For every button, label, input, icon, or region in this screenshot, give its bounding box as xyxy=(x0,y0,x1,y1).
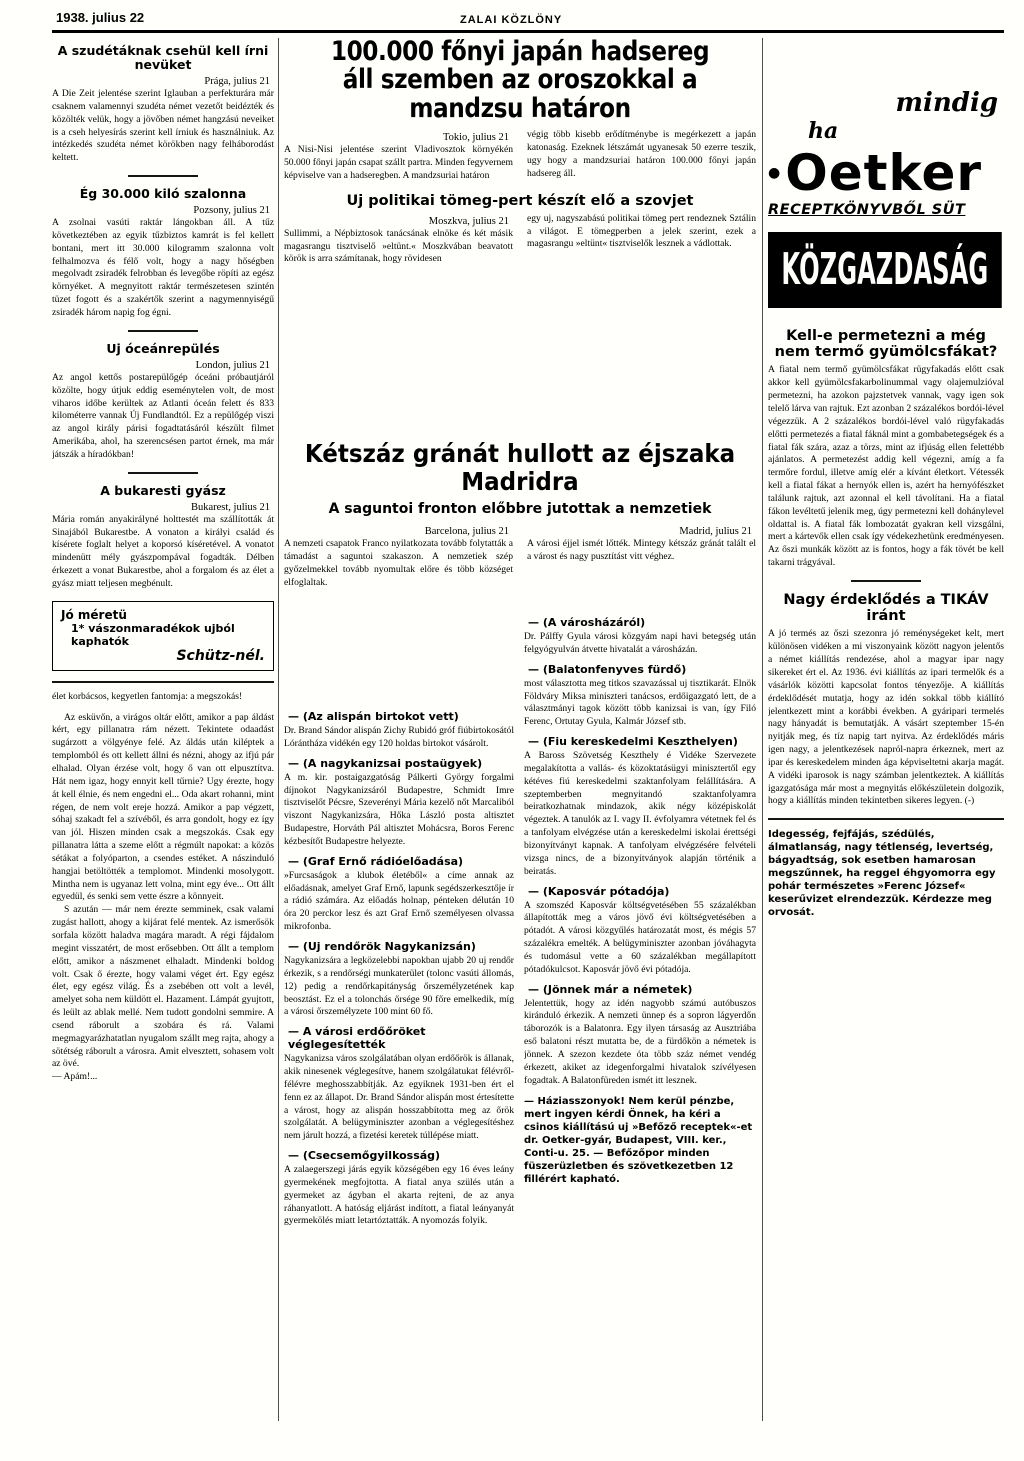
item-title: — (A nagykanizsai postaügyek) xyxy=(288,756,483,770)
column-2-local-news xyxy=(284,704,514,1424)
sovjet-body-left: Sullimmi, a Népbiztosok tanácsának elnöke és két másik magasrangu tisztviselő »eltünt.« Moszkvában beavatott körök is arra számítanak, hogy rövidesen xyxy=(284,227,513,265)
separator xyxy=(128,175,198,177)
column-rule xyxy=(762,38,763,1421)
dateline: Prága, julius 21 xyxy=(204,76,270,87)
separator xyxy=(52,681,274,683)
item-body: Nagykanizsa város szolgálatában olyan erdőőrök is állanak, akik ninesenek véglegesítve, hanem szolgálatukat félévről-félévre meghosszabbítják. Az egyiknek 1931-ben ért el fenn ez az állapot. Dr. Brand Sándor alispán most értesítette a várost, hogy az alispán hosszabbította meg az őrök szolgálatát. A belügyminiszter azonban a véglegesítéshez nem járult hozzá, a fizetési keretek túllépése miatt. xyxy=(284,1053,514,1142)
oetker-tagline: RECEPTKÖNYVBŐL SÜT xyxy=(768,202,966,218)
headline-szudetak: A szudétáknak csehül kell írni nevüket xyxy=(57,43,269,72)
headline-szalonna: Ég 30.000 kiló szalonna xyxy=(79,186,247,202)
article-body: A Die Zeit jelentése szerint Iglauban a perfekturára már csaknem valamennyi szudéta német vezetőt beidézték és közölték velük, hogy a jövőben német hangzású neveiket is a cseh helyesírás szerint kell írniuk és használniuk. Az intézkedés szudéta német körökben nagy felháborodást keltett. xyxy=(52,88,274,164)
item-title: — A városi erdőőröket véglegesítették xyxy=(288,1025,426,1052)
oetker-logo xyxy=(768,144,1004,202)
story-text: S azután — már nem érezte semminek, csak valami zugást hallott, ahogy a kijárat felé mentek. Az ismerősök sorfala között haladva magára maradt. A régi fájdalom megint visszatért, de most erősebben. Ott állt a templom előtt, amikor a nászmenet elhaladt. Mindenki boldog volt. Csak ő érezte, hogy valami véget ért. Egy egész élet, egy egész világ. És a zsebében ott volt a levél, amelyet soha nem küldött el. Hazament. Lámpát gyujtott, és leült az ablak mellé. Nem tudott gondolni semmire. A csend ráborult a szobára és rá. Valami megmagyarázhatatlan nyugalom szállt meg rajta, ahogy a sötétség ráborult a városra. Amit elvesztett, sohasem volt az övé. xyxy=(52,904,274,1070)
lead-body-right: végig több kisebb erődítménybe is megérkezett a japán katonaság. Ezeknek létszámát ugyanesak 50 ezerre teszik, ugy hogy a mandzsuriai határon 100.000 főnyi japán hadsereg áll. xyxy=(527,129,756,179)
item-title: — (Balatonfenyves fürdő) xyxy=(528,662,687,676)
headline-bukarest: A bukaresti gyász xyxy=(100,482,226,498)
item-body: Nagykanizsára a legközelebbi napokban ujabb 20 uj rendőr érkezik, s a rendőrségi munkaterület (tolonc vasúti állomás, 12) pedig a rendőrkapitányság őrszemélyzetének kap beosztást. Ez el a tolonchás őrsége 90 főre emelkedik, míg a városi őrszemélyzete 100 mint 60 fő. xyxy=(284,954,514,1018)
column-rule xyxy=(278,38,279,1421)
item-title: — (Csecsemőgyilkosság) xyxy=(288,1149,441,1163)
item-body: Dr. Pálffy Gyula városi közgyám napi havi betegség után felgyógyulván átvette hivatalát a városházán. xyxy=(524,631,756,655)
oetker-notice: — Háziasszonyok! Nem kerül pénzbe, mert ingyen kérdi Önnek, ha kéri a csinos kiállítású uj »Befőző receptek«-et dr. Oetker-gyár, Budapest, VIII. ker., Conti-u. 25. — Befőzőpor minden füszerüzletben és szövetkezetben 12 fillérért kapható. xyxy=(524,1096,753,1186)
masthead-title: ZALAI KÖZLÖNY xyxy=(460,14,563,26)
oetker-handwritten: mindig xyxy=(895,88,998,118)
item-title: — (Uj rendőrök Nagykanizsán) xyxy=(288,939,476,953)
dateline: Tokio, julius 21 xyxy=(442,132,509,144)
separator xyxy=(768,818,1004,820)
ad-title: Jó méretü xyxy=(61,607,127,622)
ferenc-jozsef-advertisement: Idegesség, fejfájás, szédülés, álmatlanság, nagy tétlenség, levertség, bágyadtság, sok esetben hamarosan megszűnnek, ha reggel éhgyomorra egy pohár természetes »Ferenc József« keserűvizet elrendezzük. Kérdezze meg orvosát. xyxy=(768,829,996,919)
article-body: Mária román anyakirályné holttestét ma szállították át Sinajából Bukarestbe. A vonaton a királyi család és kísérete foglalt helyet a koporsó kíséretével. A vonatot mindenütt mély gyászpompával fogadták. Délben érkezett a vonat Bukarestbe, ahol a forgalom és az élet a gyász miatt teljesen megbénult. xyxy=(52,513,274,589)
item-body: A szomszéd Kaposvár költségvetésében 55 százalékban állapították meg a város jövő évi költségvetésében a pótadót. A városi közgyűlés határozatát most, és mégis 57 százalékra emelték. A belügyminiszter azonban jóváhagyta és tudomásul vette a 60 százalékban megállapított pótadókulcsot. Kaposvár jövő évi pótadója. xyxy=(524,899,756,975)
sovjet-headline: Uj politikai tömeg-pert készít elő a szovjet xyxy=(346,192,694,209)
madrid-article xyxy=(284,432,756,602)
column-3-local-news xyxy=(524,610,756,1420)
sovjet-body-right: egy uj, nagyszabású politikai tömeg pert rendeznek Sztálin a világot. E tömegperben a jelek szerint, ezek a magasrangu »eltünt« tisztviselők lesznek a vádlottak. xyxy=(527,212,756,250)
lead-body-left: A Nisi-Nisi jelentése szerint Vladivosztok környékén 50.000 főnyi japán csapat szállt partra. Minden fegyvernem képviselve van a hadseregben. A mandzsuriai határon xyxy=(284,144,513,181)
madrid-body-right: A városi éjjel ismét lőtték. Mintegy kétszáz gránát talált el a várost és nagy pusztítást vitt véghez. xyxy=(527,538,756,562)
section-header-kozgazdasag: KÖZGAZDASÁG xyxy=(768,232,1002,308)
oetker-advertisement xyxy=(768,88,1004,218)
item-body: A Baross Szövetség Keszthely é Vidéke Szervezete megalakította a vallás- és közoktatásügyi minisztertől egy kétéves fiú kereskedelmi szaktanfolyam felállítására. A szeptemberben megnyitandó szaktanfolyamra beiratkozhatnak mindazok, akik négy középiskolát végeztek. A tanulók az I. vagy II. évfolyamra vétetnek fel és a tanfolyam elvégzése után a kereskedelmi iskolai érettségi bizonyítványt kapnak. A tanfolyam elvégzésére felvételi vizsga nincs, de a bizonyítványok alapján történik a beiratás. xyxy=(524,750,756,877)
item-title: — (Az alispán birtokot vett) xyxy=(288,710,459,723)
item-title: — (Fiu kereskedelmi Keszthelyen) xyxy=(528,735,738,749)
item-body: most választotta meg titkos szavazással uj tisztikarát. Elnök Földváry Miksa miniszteri tanácsos, erdőigazgató lett, de a választmányi tagok között több kanizsai is van, így Filó Ferenc, Ortutay Gyula, Kalmár József stb. xyxy=(524,677,756,728)
item-body: »Furcsaságok a klubok életéből« a címe annak az előadásnak, amelyet Graf Ernő, lapunk segédszerkesztője ír a rádió számára. Az előadás holnap, pénteken délután 10 óra 20 perckor lesz és azt Graf Ernő személyesen olvassa mikrofonba. xyxy=(284,869,514,933)
header-rule xyxy=(52,30,1004,33)
dateline: London, julius 21 xyxy=(195,359,270,371)
ad-brand: Schütz-nél. xyxy=(176,647,265,664)
item-title: — (Kaposvár pótadója) xyxy=(528,884,670,898)
lead-headline: 100.000 főnyi japán hadsereg áll szemben az oroszokkal a mandzsu határon xyxy=(330,38,710,124)
item-body: A zalaegerszegi járás egyik községében egy 16 éves leány gyermekének megfojtotta. A fiatal anya szülés után a gyermeket az ágyban el akarta rejteni, de az anya ráhanyatlott. A hatóság eljárást indított, a fiatal leányanyát gyermekölés miatt letartóztatták. A nyomozás folyik. xyxy=(284,1164,514,1227)
dateline: Madrid, julius 21 xyxy=(679,526,752,537)
item-title: — (Graf Ernő rádióelőadása) xyxy=(288,854,464,868)
madrid-body-left: A nemzeti csapatok Franco nyilatkozata tovább folytatták a támadást a saguntoi szakaszon. A nemzetiek szép győzelmekkel tovább nyomultak előre és több községet elfoglaltak. xyxy=(284,538,513,588)
story-signature: — Apám!... xyxy=(52,1071,98,1083)
item-body: Dr. Brand Sándor alispán Zichy Rubidó gróf fiúbirtokosától Lórántháza vidékén egy 120 holdas birtokot vásárolt. xyxy=(284,725,514,749)
dateline: Barcelona, julius 21 xyxy=(424,526,509,537)
column-4 xyxy=(768,38,1004,1448)
dateline: Bukarest, julius 21 xyxy=(190,501,270,513)
madrid-headline: Kétszáz gránát hullott az éjszaka Madridra xyxy=(304,439,736,496)
separator xyxy=(128,330,198,332)
item-body: Jelentettük, hogy az idén nagyobb számú autóbuszos kiránduló érkezik. A nemzeti ünnep és a sopron lágyerdőn táborozók is a Balatonra. Egy ilyen társaság az Ausztriába eső balatoni részt mutatta be, de a fürdőkön a németek is jönnek. A szezon kezdete óta több száz német vendég érkezett, akiket az idegenforgalmi hivatalok szívélyesen fogadtak. A Balatonfüreden ismét itt lesznek. xyxy=(524,997,756,1086)
column-1 xyxy=(52,38,274,1448)
headline-permetezes: Kell-e permetezni a még nem termő gyümölcsfákat? xyxy=(774,328,998,361)
separator xyxy=(128,472,198,474)
oetker-brand-text: Oetker xyxy=(785,144,983,202)
madrid-subheadline: A saguntoi fronton előbbre jutottak a nemzetiek xyxy=(328,501,712,517)
article-body: A jó termés az őszi szezonra jó reménységeket kelt, mert különösen vidéken a mi viszonyaink között nagyon jelentős a német kiállítás rendezése, ahol a magyar ipar nagy sikereket ért el. Az 1936. évi kiállítás az ipari termelők és a vásárlók közötti kapcsolat fontos tényezője. A kiállítás érdeklődését mutatja, hogy az idén sokkal több kiállító jelentkezett mint a korábbi években. A gyáripari termelés nagy hányadát is bemutatják. A vásárt szeptember 15-én nyitják meg, és tíz napig tart nyitva. Az érdeklődés máris igen nagy, a jelentkezések napról-napra érkeznek, mert az ipar és kereskedelem minden ága képviseltetni akarja magát. A vidéki iparosok is nagy számban jelentkeztek. A kiállítás igazgatósága már most a megnyitás előkészületein dolgozik, hogy a kiállítás minden tekintetben sikeres legyen. (-) xyxy=(768,628,1004,807)
schutz-advertisement xyxy=(52,601,274,671)
item-title: — (Jönnek már a németek) xyxy=(528,982,693,996)
dateline: Pozsony, julius 21 xyxy=(193,205,270,217)
lead-article xyxy=(284,38,756,378)
story-text: élet korbácsos, kegyetlen fantomja: a megszokás! xyxy=(52,690,243,702)
dot-icon: ● xyxy=(768,165,782,181)
oetker-ha: ha xyxy=(808,118,839,144)
headline-tikav: Nagy érdeklődés a TIKÁV iránt xyxy=(783,591,989,625)
separator xyxy=(851,580,921,582)
story-text: Az esküvőn, a virágos oltár előtt, amikor a pap áldást kért, egy pillanatra rám nézett. Tekintete odaadást sugárzott a völgyénye felé. Az áldás után kiléptek a templomból és ott kellett állni és nézni, ahogy az ifjú pár elhalad. Olyan érzése volt, hogy ő van ott elpusztítva. Hát nem igaz, hogy ennyit kell tűrnie? Ugy érezte, hogy át kell élnie, és nem engedni el... Oda akart rohanni, mint régen, de nem volt ereje hozzá. Amikor a pap végzett, sóhaj szakadt fel a szívéből, és arra gondolt, hogy ez így van jól. Hiszen minden csak a megszokás. Csak egy pillanatra látta a szeme előtt a régmúlt napokat: a közös sétákat a folyóparton, a csendes estéket. A nászinduló hangjai betöltötték a templomot. Mindenki mosolygott. Mintha nem is ugyanaz lett volna, mint egy éve... Ott állt egyedül, és senki sem vette észre a könnyeit. xyxy=(52,711,274,903)
article-body: A zsolnai vasúti raktár lángokban áll. A tűz következtében az egyik tűzbiztos kamrát is fel kellett bontani, mert itt 30.000 kilogramm szalonna volt felhalmozva és félő volt, hogy a nagy hőségben megolvadt zsiradék felrobban és levegőbe röpíti az egész környéket. A megnyitott raktár természetesen szintén tüzet fogott és a szakértők szerint a nagymennyiségű zsiradék három napig fog égni. xyxy=(52,217,274,318)
article-body: Az angol kettős postarepülőgép óceáni próbautjáról közölte, hogy útjuk eddig eseménytelen volt, de most viharos időbe kerültek az Atlanti óceán felett és 833 kilométerre vannak Új Fundlandtól. Ez a repülőgép viszi az angol király párisi fogadtatásáról készült filmet Amerikába, ahol, ha szerencsésen partot érnek, ma már játszák a híradókban! xyxy=(52,371,274,460)
ad-line: 1* vászonmaradékok ujból kaphatók xyxy=(71,621,235,648)
item-title: — (A városházáról) xyxy=(528,616,646,629)
headline-oceanrepules: Uj óceánrepülés xyxy=(106,340,220,356)
dateline: Moszkva, julius 21 xyxy=(428,215,509,227)
item-body: A m. kir. postaigazgatóság Pálkerti György forgalmi díjnokot Nagykanizsáról Budapestre, Schmidt Imre tisztviselőt Pécsre, Szeverényi Mária kezelő nőt Marcaliból viszont Nagykanizsára, Hőka László posta altisztet Budapestre, Horváth Pál altisztet Mohácsra, Boros Ferenc kézbesítőt Budapestre helyezte. xyxy=(284,771,514,847)
article-body: A fiatal nem termő gyümölcsfákat rügyfakadás előtt csak akkor kell gyümölcsfakarbolinummal vagy olajemulzióval permetezni, ha azokon pajzstetvek vannak, vagy igen sok telelő lárva van rajtuk. Ezt azonban 2 százalékos bordói-lével végezzük. A 2 százalékos bordói-lével való rügyfakadás előtti permetezés a fiatal fáknál mint a gombabetegségek és a fiatal fák szára, azaz a törzs, mint az ifjúság ellen felettébb ajánlatos. A permetezést addig kell végezni, amíg a fa termőre fordul, illetve amíg elér a kívánt életkort. Vétessék kell a fiatal fákat a hernyók ellen is, azért ha hernyófészket találunk rajtuk, azt azonnal el kell távolítani. Ha a fiatal fákon levéltetű jelenik meg, úgy permetezni kell dohánylevel oldattal is. A fiatal fák lombozatát gyakran kell vizsgálni, mert a kártevők ellen csak így védekezhetünk eredményesen. Az őszi munkák között az is fontos, hogy a fák tövét be kell takarni trágyával. xyxy=(768,364,1004,569)
issue-date: 1938. julius 22 xyxy=(56,10,145,25)
